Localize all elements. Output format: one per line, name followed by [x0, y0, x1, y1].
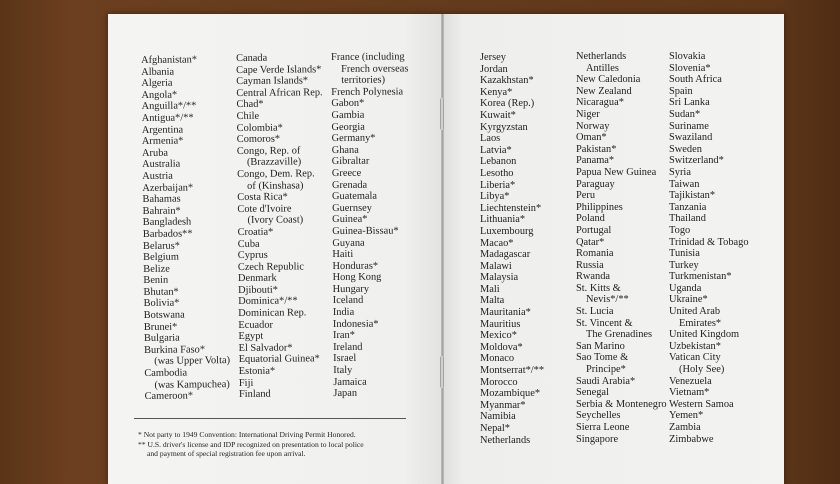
country-entry: Paraguay: [576, 178, 615, 190]
country-entry: Gambia: [331, 109, 365, 121]
footnote-not-party: * Not party to 1949 Convention: International Driving Permit Honored.: [138, 430, 356, 439]
country-entry: territories): [341, 74, 386, 87]
country-entry: New Zealand: [576, 85, 632, 97]
country-entry: Oman*: [576, 132, 607, 144]
country-entry: Hong Kong: [332, 271, 382, 284]
country-entry: San Marino: [576, 340, 625, 352]
country-entry: Nepal*: [480, 423, 511, 434]
country-entry: Slovakia: [669, 51, 706, 62]
country-entry: Singapore: [576, 433, 619, 445]
country-entry: Austria: [142, 170, 173, 182]
country-entry: Dominican Rep.: [238, 307, 307, 320]
country-entry: Guernsey: [332, 202, 372, 214]
country-entry: Romania: [576, 248, 614, 260]
country-entry: Congo, Dem. Rep.: [237, 168, 315, 180]
country-entry: El Salvador*: [238, 342, 293, 354]
country-entry: Morocco: [480, 376, 518, 388]
country-entry: Cyprus: [237, 249, 268, 262]
staple-top: [440, 98, 444, 130]
country-entry: Vatican City: [669, 352, 721, 364]
country-entry: Serbia & Montenegro: [576, 398, 667, 410]
country-entry: India: [332, 306, 355, 319]
country-entry: Togo: [669, 224, 691, 236]
country-entry: Lithuania*: [480, 214, 526, 226]
country-entry: Liberia*: [480, 179, 516, 191]
country-entry: Finland: [238, 388, 271, 401]
country-entry: South Africa: [669, 74, 722, 86]
country-column-3: [331, 51, 411, 399]
country-entry: Nicaragua*: [576, 97, 624, 109]
country-entry: Saudi Arabia*: [576, 375, 636, 387]
country-entry: Jersey: [480, 52, 506, 63]
country-column-4: [480, 52, 544, 446]
country-entry: Guatemala: [331, 190, 378, 203]
country-entry: Argentina: [141, 124, 184, 136]
country-entry: Haiti: [332, 248, 354, 261]
country-entry: Congo, Rep. of: [236, 145, 301, 157]
country-entry: Mauritania*: [480, 307, 531, 319]
country-entry: Czech Republic: [237, 261, 304, 273]
country-entry: Switzerland*: [669, 155, 724, 167]
country-entry: Russia: [576, 259, 604, 271]
country-entry: Chad*: [236, 99, 264, 111]
country-entry: Suriname: [669, 120, 709, 132]
country-entry: Qatar*: [576, 236, 605, 248]
country-entry: Comoros*: [236, 133, 281, 146]
country-entry: Hungary: [332, 283, 370, 295]
country-entry: Angola*: [141, 89, 178, 101]
country-entry: Korea (Rep.): [480, 98, 535, 110]
country-entry: Taiwan: [669, 178, 700, 190]
country-entry: Bulgaria: [143, 332, 180, 345]
country-entry: Burkina Faso*: [144, 344, 206, 356]
country-entry: Honduras*: [332, 260, 379, 272]
booklet-spine: [441, 14, 444, 484]
country-entry: St. Lucia: [576, 306, 614, 318]
country-entry: Malaysia: [480, 272, 519, 284]
country-entry: Senegal: [576, 387, 609, 399]
country-entry: Belarus*: [142, 240, 180, 252]
country-entry: Sri Lanka: [669, 97, 710, 109]
country-entry: Equatorial Guinea*: [238, 353, 320, 366]
footnote-us-license: ** U.S. driver's license and IDP recognized on presentation to local police: [138, 439, 364, 449]
country-entry: Bolivia*: [143, 298, 180, 310]
country-entry: Djibouti*: [238, 284, 278, 296]
country-entry: Swaziland: [669, 132, 713, 144]
country-entry: Georgia: [331, 121, 365, 133]
country-entry: Croatia*: [237, 226, 274, 238]
country-entry: Macao*: [480, 237, 514, 249]
country-entry: Guinea-Bissau*: [332, 225, 399, 237]
country-entry: Sierra Leone: [576, 422, 630, 433]
country-entry: Kyrgyzstan: [480, 121, 528, 133]
country-entry: Sudan*: [669, 108, 701, 120]
country-entry: Ireland: [333, 341, 363, 353]
country-entry: Latvia*: [480, 144, 512, 156]
country-entry: Rwanda: [576, 271, 611, 283]
country-entry: Turkmenistan*: [669, 271, 732, 283]
country-entry: Afghanistan*: [141, 54, 198, 66]
country-entry: Montserrat*/**: [480, 365, 545, 377]
country-entry: Ghana: [331, 144, 359, 156]
country-entry: Gabon*: [331, 98, 365, 110]
country-column-1: [141, 54, 230, 403]
country-entry: Slovenia*: [669, 62, 711, 74]
country-entry: Lebanon: [480, 156, 517, 168]
country-entry: Vietnam*: [669, 387, 710, 399]
country-entry: Anguilla*/**: [141, 100, 197, 113]
country-entry: Ukraine*: [669, 294, 708, 306]
country-entry: Belgium: [143, 251, 179, 264]
country-entry: Botswana: [143, 309, 185, 322]
country-entry: Myanmar*: [480, 399, 526, 411]
country-entry: Canada: [236, 52, 268, 64]
country-entry: Cuba: [237, 238, 260, 250]
country-entry: Mauritius: [480, 318, 521, 330]
country-entry: French overseas: [341, 63, 409, 75]
country-entry: Tanzania: [669, 201, 707, 213]
country-entry: Cape Verde Islands*: [236, 63, 322, 76]
country-entry: Netherlands: [480, 434, 531, 446]
country-entry: Algeria: [141, 77, 173, 90]
country-entry: Portugal: [576, 224, 612, 236]
footnote-us-license-continued: and payment of special registration fee upon arrival.: [147, 449, 306, 459]
country-entry: St. Kitts &: [576, 282, 621, 294]
country-entry: Kazakhstan*: [480, 75, 534, 87]
country-entry: Peru: [576, 190, 596, 202]
country-entry: Kuwait*: [480, 109, 516, 121]
country-entry: Papua New Guinea: [576, 166, 657, 178]
country-entry: Estonia*: [238, 365, 276, 378]
country-entry: Philippines: [576, 201, 623, 213]
country-entry: (was Kampuchea): [154, 378, 230, 391]
country-entry: Turkey: [669, 259, 699, 271]
country-entry: Tunisia: [669, 248, 700, 260]
country-entry: Jordan: [480, 63, 508, 75]
country-entry: United Kingdom: [669, 329, 740, 341]
country-entry: Guyana: [332, 237, 365, 249]
country-entry: United Arab: [669, 306, 721, 318]
country-entry: Mozambique*: [480, 388, 541, 400]
country-entry: Sweden: [669, 143, 702, 155]
country-entry: Aruba: [141, 147, 169, 159]
country-entry: Thailand: [669, 213, 706, 225]
country-entry: Cote d'Ivoire: [237, 203, 292, 215]
country-entry: Yemen*: [669, 410, 704, 422]
country-entry: Norway: [576, 120, 610, 132]
country-entry: Panama*: [576, 155, 615, 167]
footnote-divider: [134, 418, 406, 419]
country-entry: Iran*: [332, 330, 355, 342]
country-entry: Trinidad & Tobago: [669, 236, 749, 248]
country-entry: Namibia: [480, 411, 516, 423]
country-entry: Zimbabwe: [669, 433, 714, 445]
country-entry: St. Vincent &: [576, 317, 633, 329]
country-entry: (Ivory Coast): [247, 214, 304, 227]
country-entry: of (Kinshasa): [247, 179, 304, 192]
country-entry: Emirates*: [679, 317, 722, 329]
country-entry: Western Samoa: [669, 398, 734, 410]
country-entry: Israel: [333, 353, 357, 365]
country-entry: Grenada: [331, 179, 368, 191]
country-entry: Nevis*/**: [586, 294, 629, 306]
country-entry: Japan: [333, 388, 358, 400]
country-entry: Armenia*: [141, 135, 184, 148]
country-column-5: [576, 51, 667, 445]
country-entry: Indonesia*: [332, 318, 379, 330]
country-entry: Luxembourg: [480, 225, 534, 237]
country-entry: Principe*: [586, 364, 626, 376]
country-entry: Moldova*: [480, 341, 523, 353]
country-entry: Kenya*: [480, 86, 513, 98]
country-entry: Netherlands: [576, 51, 627, 62]
country-entry: France (including: [331, 51, 405, 63]
country-entry: Monaco: [480, 353, 515, 365]
country-entry: Bangladesh: [142, 216, 192, 229]
country-entry: Pakistan*: [576, 143, 617, 155]
country-entry: Bahrain*: [142, 205, 181, 217]
country-entry: Brunei*: [143, 321, 178, 333]
country-entry: Chile: [236, 110, 260, 122]
country-entry: Uzbekistan*: [669, 340, 721, 352]
country-entry: Liechtenstein*: [480, 202, 542, 214]
footnotes: [138, 430, 428, 459]
country-entry: Malawi: [480, 260, 512, 272]
country-entry: Fiji: [238, 377, 254, 389]
country-entry: Zambia: [669, 422, 701, 433]
country-entry: Madagascar: [480, 249, 531, 261]
country-entry: Azerbaijan*: [142, 181, 194, 194]
country-entry: The Grenadines: [586, 329, 653, 341]
country-entry: Colombia*: [236, 122, 283, 134]
country-entry: Benin: [143, 275, 169, 287]
country-column-2: [236, 52, 325, 401]
country-entry: Barbados**: [142, 228, 193, 240]
country-entry: Costa Rica*: [237, 191, 288, 204]
country-entry: Bhutan*: [143, 286, 179, 298]
country-entry: (was Upper Volta): [154, 355, 231, 368]
country-entry: (Holy See): [679, 364, 725, 376]
country-entry: Central African Rep.: [236, 87, 323, 99]
country-entry: Venezuela: [669, 375, 712, 387]
country-entry: Australia: [142, 158, 181, 171]
country-entry: Bahamas: [142, 193, 181, 206]
country-entry: Greece: [331, 167, 362, 179]
country-entry: Sao Tome &: [576, 352, 629, 364]
country-entry: Seychelles: [576, 410, 621, 422]
country-entry: Jamaica: [333, 376, 367, 388]
country-entry: Libya*: [480, 191, 510, 203]
country-entry: Iceland: [332, 295, 364, 307]
country-entry: Cambodia: [144, 367, 188, 380]
country-entry: Albania: [141, 66, 175, 78]
country-entry: Poland: [576, 213, 605, 225]
country-entry: Malta: [480, 295, 505, 307]
country-entry: French Polynesia: [331, 86, 404, 98]
country-entry: Tajikistan*: [669, 190, 716, 202]
country-entry: Antilles: [586, 62, 619, 74]
staple-bottom: [440, 356, 444, 388]
country-entry: Gibraltar: [331, 156, 370, 168]
country-entry: Niger: [576, 108, 600, 120]
country-entry: New Caledonia: [576, 74, 641, 86]
country-entry: (Brazzaville): [246, 156, 302, 169]
country-column-6: [669, 51, 749, 445]
country-entry: Ecuador: [238, 319, 274, 331]
country-entry: Antigua*/**: [141, 112, 194, 124]
country-entry: Denmark: [237, 272, 277, 285]
country-entry: Italy: [333, 364, 353, 377]
country-entry: Cayman Islands*: [236, 75, 309, 88]
country-entry: Spain: [669, 85, 693, 97]
country-entry: Belize: [143, 263, 170, 275]
country-entry: Syria: [669, 166, 691, 178]
country-entry: Lesotho: [480, 167, 514, 179]
country-entry: Laos: [480, 133, 501, 145]
country-entry: Dominica*/**: [238, 295, 298, 308]
country-entry: Cameroon*: [144, 390, 194, 403]
country-entry: Germany*: [331, 132, 376, 145]
country-entry: Mexico*: [480, 330, 517, 342]
country-entry: Guinea*: [332, 214, 368, 226]
country-entry: Mali: [480, 283, 500, 295]
country-entry: Egypt: [238, 331, 264, 343]
country-entry: Uganda: [669, 282, 702, 294]
